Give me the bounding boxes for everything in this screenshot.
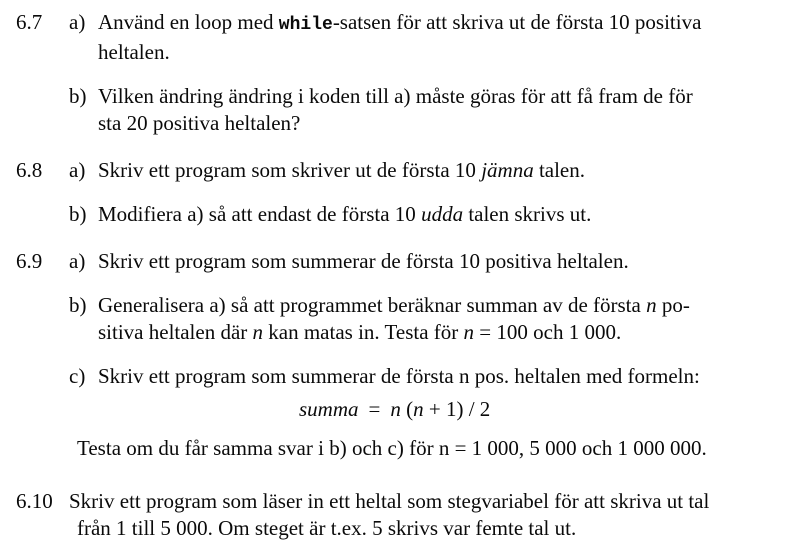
exercise-item bbox=[16, 488, 794, 542]
text-line bbox=[77, 515, 794, 542]
text-segment: Använd en loop med bbox=[98, 10, 279, 34]
part-text bbox=[98, 157, 794, 184]
italic-segment: n bbox=[252, 320, 264, 344]
exercise-part bbox=[69, 9, 794, 66]
exercise-number: 6.9 bbox=[16, 249, 43, 273]
text-segment: Skriv ett program som summerar de första n pos. heltalen med formeln: bbox=[98, 364, 700, 388]
exercise-text bbox=[69, 488, 794, 542]
part-text bbox=[98, 83, 794, 137]
exercise-part bbox=[69, 292, 794, 346]
italic-segment: n bbox=[390, 397, 401, 421]
part-text bbox=[98, 248, 794, 275]
text-line bbox=[98, 201, 794, 228]
exercise-item bbox=[16, 248, 794, 462]
exercise-part bbox=[69, 248, 794, 275]
text-segment: Skriv ett program som läser in ett heltal som stegvariabel för att skriva ut tal bbox=[69, 489, 710, 513]
text-segment: -satsen för att skriva ut de första 10 positiva bbox=[332, 10, 702, 34]
text-segment: sitiva heltalen där bbox=[98, 320, 253, 344]
code-segment: while bbox=[278, 15, 333, 35]
part-label: c) bbox=[69, 364, 86, 388]
exercise-number: 6.7 bbox=[16, 10, 43, 34]
text-line bbox=[98, 110, 794, 137]
part-label: b) bbox=[69, 84, 87, 108]
text-line bbox=[98, 292, 794, 319]
exercise-part bbox=[69, 201, 794, 228]
text-line bbox=[98, 248, 794, 275]
text-line bbox=[98, 363, 794, 390]
text-segment: Testa om du får samma svar i b) och c) för n = 1 000, 5 000 och 1 000 000. bbox=[77, 436, 707, 460]
exercise-item bbox=[16, 157, 794, 228]
part-label: b) bbox=[69, 293, 87, 317]
text-segment: Skriv ett program som skriver ut de första 10 bbox=[98, 158, 482, 182]
part-label: b) bbox=[69, 202, 87, 226]
part-text bbox=[98, 292, 794, 346]
text-line bbox=[98, 157, 794, 184]
italic-segment: n bbox=[413, 397, 424, 421]
part-text bbox=[98, 363, 794, 390]
part-label: a) bbox=[69, 10, 86, 34]
note-text bbox=[77, 435, 794, 462]
text-segment: talen skrivs ut. bbox=[463, 202, 592, 226]
exercise-part bbox=[69, 157, 794, 184]
exercise-number: 6.10 bbox=[16, 489, 53, 513]
exercise-body bbox=[69, 488, 794, 542]
text-segment: + 1) / 2 bbox=[423, 397, 491, 421]
formula bbox=[299, 396, 794, 423]
exercise-part bbox=[69, 83, 794, 137]
text-segment: Skriv ett program som summerar de första 10 positiva heltalen. bbox=[98, 249, 629, 273]
exercise-part bbox=[69, 363, 794, 390]
text-segment: = bbox=[368, 397, 381, 421]
text-line bbox=[98, 83, 794, 110]
italic-segment: n bbox=[463, 320, 475, 344]
text-segment: Vilken ändring ändring i koden till a) måste göras för att få fram de för bbox=[98, 84, 693, 108]
text-segment: ( bbox=[400, 397, 414, 421]
text-segment: Generalisera a) så att programmet beräknar summan av de första bbox=[98, 293, 647, 317]
text-segment: heltalen. bbox=[98, 40, 170, 64]
text-line bbox=[69, 488, 794, 515]
text-segment: = 100 och 1 000. bbox=[474, 320, 622, 344]
part-text bbox=[98, 9, 794, 66]
text-segment: po- bbox=[656, 293, 690, 317]
text-line bbox=[77, 435, 794, 462]
exercise-body bbox=[69, 157, 794, 228]
text-line bbox=[98, 319, 794, 346]
part-label: a) bbox=[69, 158, 86, 182]
text-segment: sta 20 positiva heltalen? bbox=[98, 111, 301, 135]
text-line bbox=[98, 9, 794, 39]
italic-segment: n bbox=[646, 293, 657, 317]
exercise-item bbox=[16, 9, 794, 137]
text-line bbox=[98, 39, 794, 66]
text-segment: Modifiera a) så att endast de första 10 bbox=[98, 202, 422, 226]
exercise-body bbox=[69, 9, 794, 137]
italic-segment: udda bbox=[421, 202, 464, 226]
italic-segment: jämna bbox=[481, 158, 534, 182]
text-segment: från 1 till 5 000. Om steget är t.ex. 5 skrivs var femte tal ut. bbox=[77, 516, 577, 540]
italic-segment: summa bbox=[299, 397, 359, 421]
text-segment: talen. bbox=[533, 158, 585, 182]
part-label: a) bbox=[69, 249, 86, 273]
part-text bbox=[98, 201, 794, 228]
text-segment: kan matas in. Testa för bbox=[263, 320, 464, 344]
exercise-number: 6.8 bbox=[16, 158, 43, 182]
exercise-body bbox=[69, 248, 794, 462]
